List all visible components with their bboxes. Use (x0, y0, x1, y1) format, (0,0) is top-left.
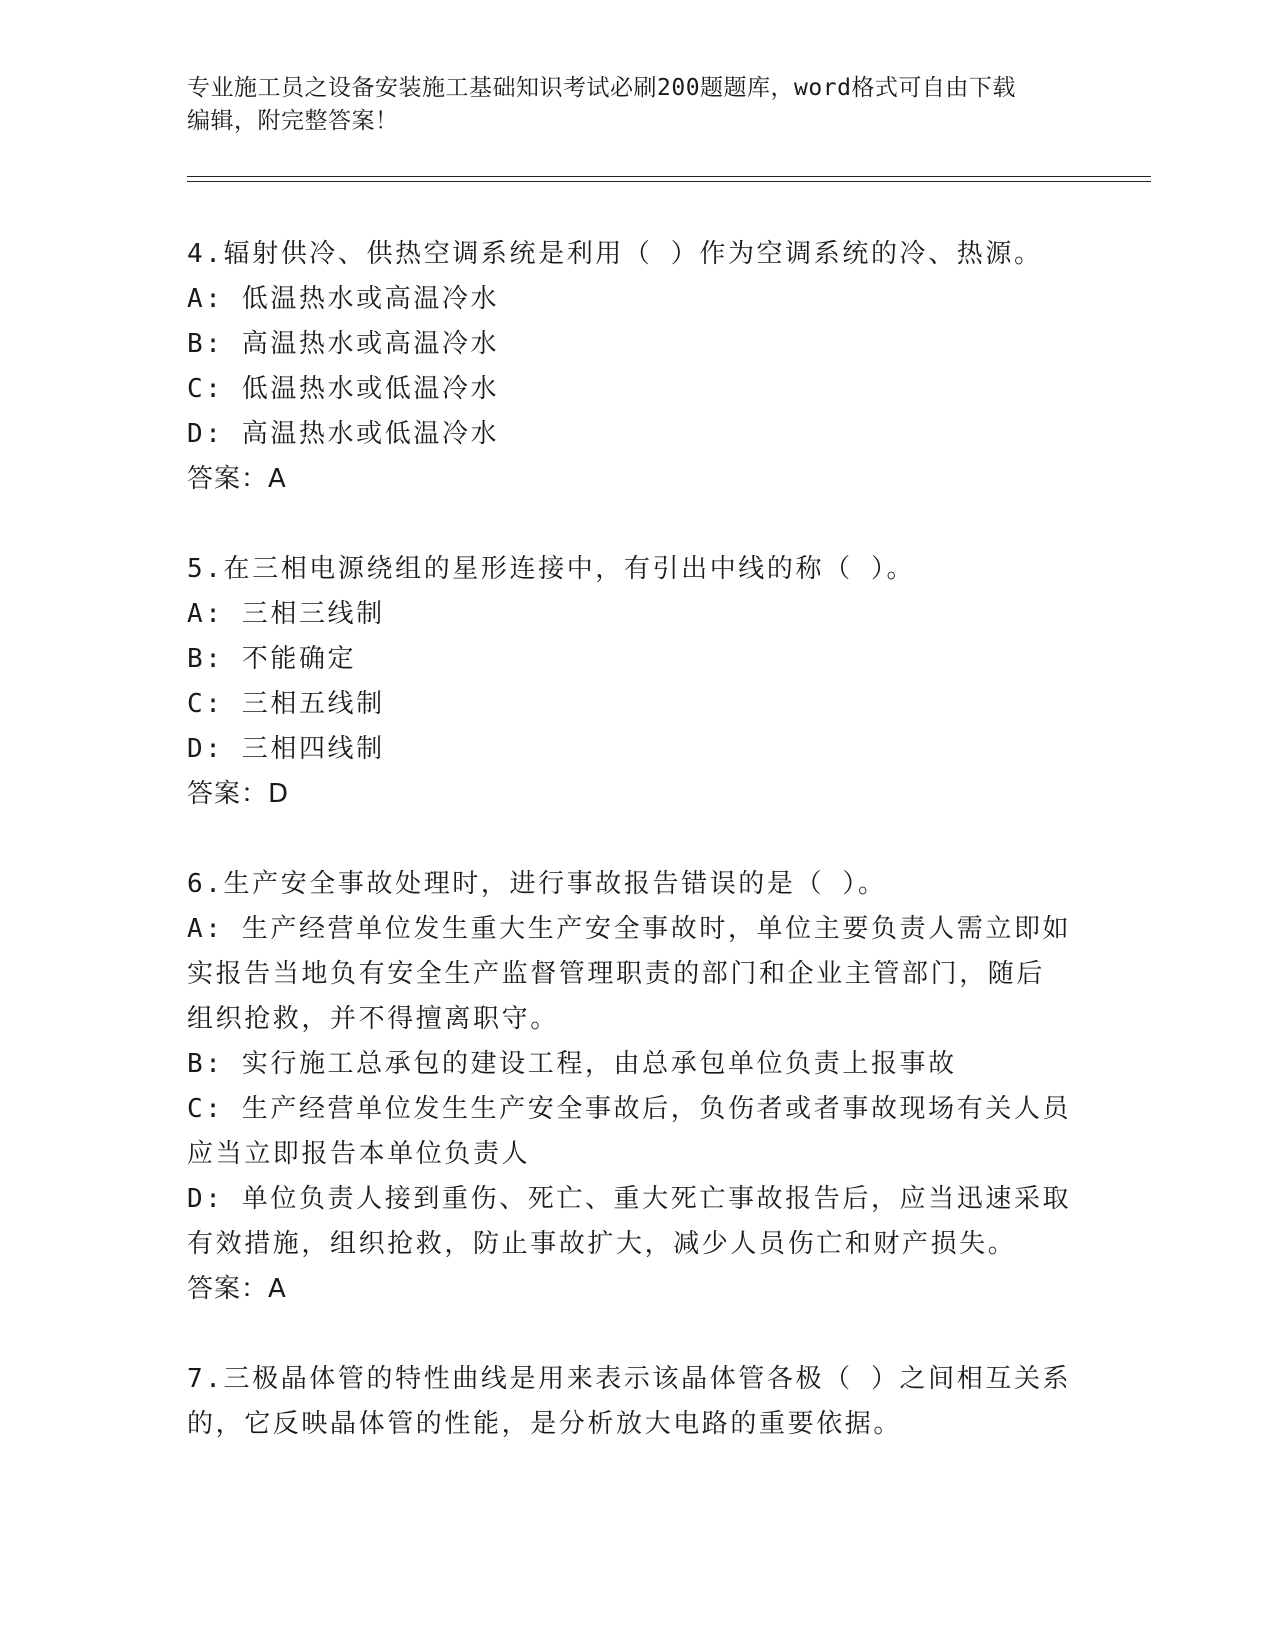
question-stem: 5.在三相电源绕组的星形连接中，有引出中线的称（ ）。 (187, 554, 916, 584)
option-d: D: 高温热水或低温冷水 (187, 419, 500, 449)
option-a: A: 生产经营单位发生重大生产安全事故时，单位主要负责人需立即如 (187, 914, 1072, 944)
option-d-continued: 有效措施，组织抢救，防止事故扩大，减少人员伤亡和财产损失。 (187, 1229, 1017, 1259)
header-divider-top (187, 176, 1151, 177)
header-divider-bottom (187, 181, 1151, 182)
option-a: A: 低温热水或高温冷水 (187, 284, 500, 314)
option-a: A: 三相三线制 (187, 599, 385, 629)
option-b: B: 不能确定 (187, 644, 357, 674)
option-d: D: 单位负责人接到重伤、死亡、重大死亡事故报告后，应当迅速采取 (187, 1184, 1072, 1214)
answer: 答案：A (187, 464, 287, 494)
header-line-2: 编辑，附完整答案！ (187, 108, 399, 134)
answer: 答案：A (187, 1274, 287, 1304)
option-b: B: 实行施工总承包的建设工程，由总承包单位负责上报事故 (187, 1049, 957, 1079)
question-stem-continued: 的，它反映晶体管的性能，是分析放大电路的重要依据。 (187, 1409, 903, 1439)
document-header (187, 72, 1087, 138)
option-c: C: 生产经营单位发生生产安全事故后，负伤者或者事故现场有关人员 (187, 1094, 1072, 1124)
option-a-continued: 组织抢救，并不得擅离职守。 (187, 1004, 559, 1034)
option-b: B: 高温热水或高温冷水 (187, 329, 500, 359)
answer: 答案：D (187, 779, 290, 809)
question-stem: 7.三极晶体管的特性曲线是用来表示该晶体管各极（ ）之间相互关系 (187, 1364, 1072, 1394)
option-c: C: 低温热水或低温冷水 (187, 374, 500, 404)
question-stem: 4.辐射供冷、供热空调系统是利用（ ）作为空调系统的冷、热源。 (187, 239, 1043, 269)
option-a-continued: 实报告当地负有安全生产监督管理职责的部门和企业主管部门，随后 (187, 959, 1046, 989)
header-line-1: 专业施工员之设备安装施工基础知识考试必刷200题题库，word格式可自由下载 (187, 75, 1016, 101)
option-d: D: 三相四线制 (187, 734, 385, 764)
option-c: C: 三相五线制 (187, 689, 385, 719)
question-stem: 6.生产安全事故处理时，进行事故报告错误的是（ ）。 (187, 869, 887, 899)
option-c-continued: 应当立即报告本单位负责人 (187, 1139, 531, 1169)
